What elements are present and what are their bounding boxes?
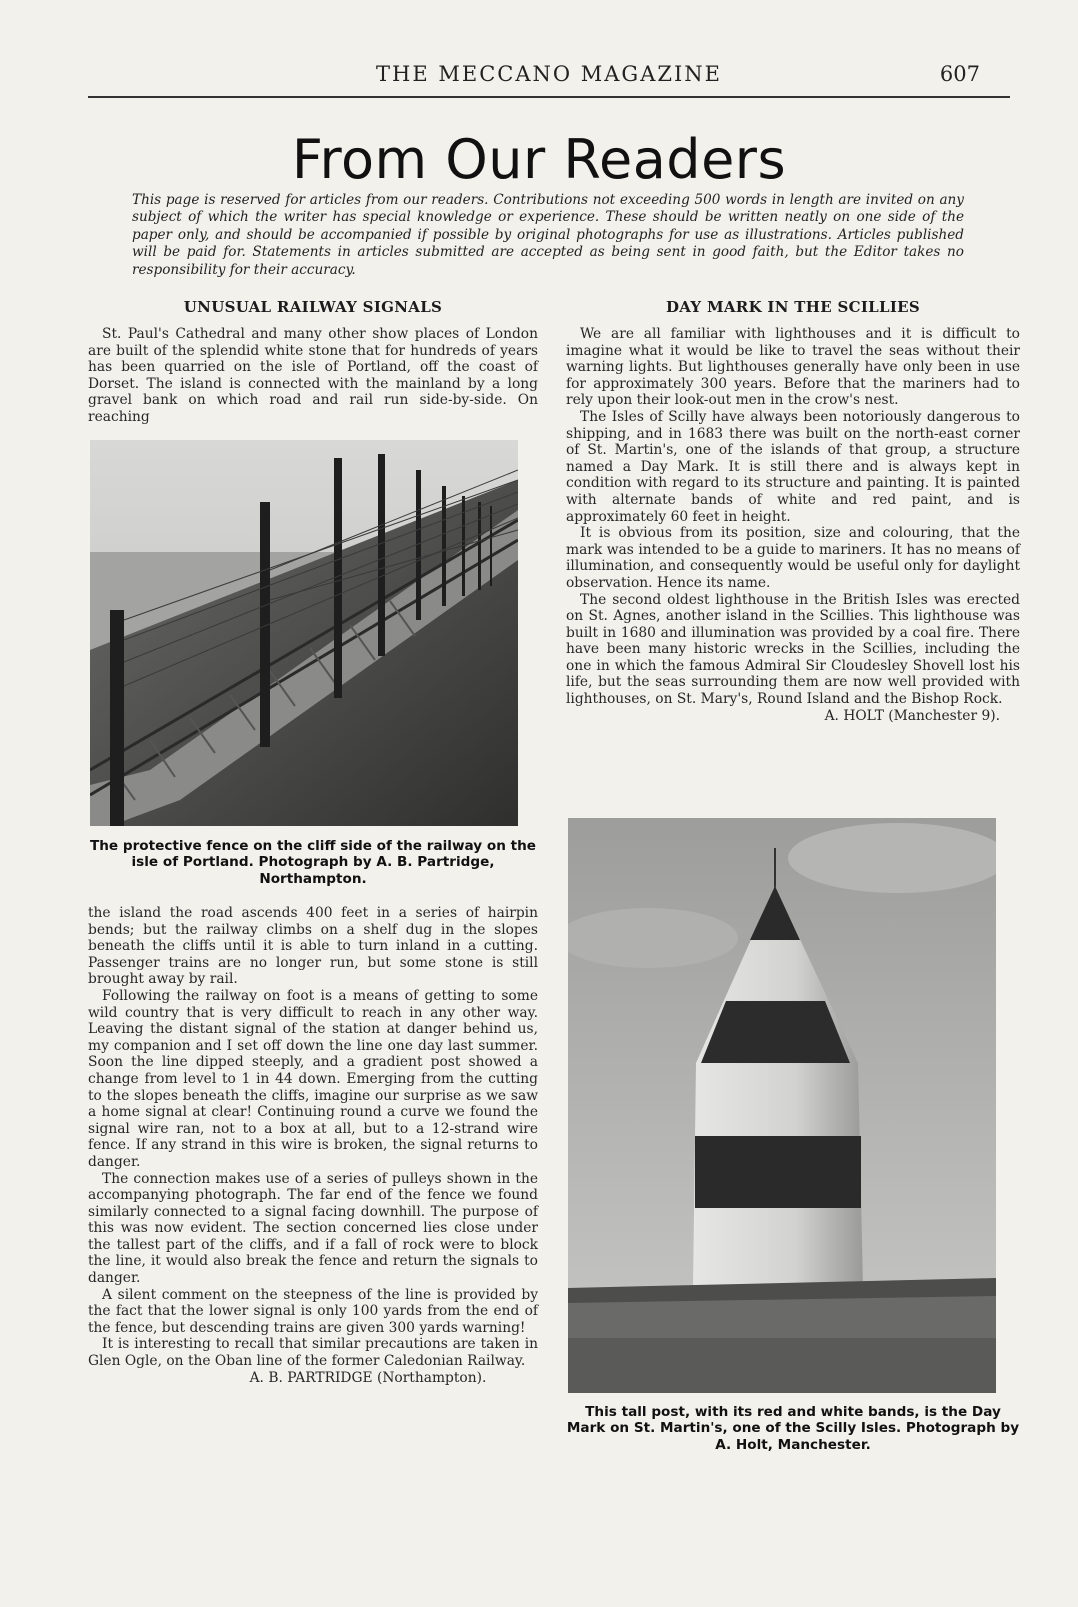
article-day-mark	[566, 298, 1020, 724]
author-signature: A. B. PARTRIDGE (Northampton).	[249, 1369, 487, 1386]
article-railway-signals-body	[88, 905, 538, 1386]
paragraph: St. Paul's Cathedral and many other show places of London are built of the splendid white stone that for hundreds of years has been quarried on the isle of Portland, off the coast of Dorset. The island is connected with the mainland by a long gravel bank on which road and rail run side-by-side. On reaching	[88, 326, 538, 425]
paragraph: It is obvious from its position, size and colouring, that the mark was intended to be a guide to mariners. It has no means of illumination, and consequently would be useful only for daylight observation. Hence its name.	[566, 525, 1020, 591]
paragraph: Following the railway on foot is a means of getting to some wild country that is very difficult to reach in any other way. Leaving the distant signal of the station at danger behind us, my companion and I set off down the line one day last summer. Soon the line dipped steeply, and a gradient post showed a change from level to 1 in 44 down. Emerging from the cutting to the slopes beneath the cliffs, imagine our surprise as we saw a home signal at clear! Continuing round a curve we found the signal wire ran, not to a box at all, but to a 12-strand wire fence. If any strand in this wire is broken, the signal returns to danger.	[88, 987, 538, 1170]
day-mark-illustration	[568, 818, 996, 1393]
magazine-title: THE MECCANO MAGAZINE	[376, 62, 722, 86]
railway-fence-photo	[90, 440, 518, 826]
page-title: From Our Readers	[291, 128, 787, 191]
paragraph: The second oldest lighthouse in the British Isles was erected on St. Agnes, another island in the Scillies. This lighthouse was built in 1680 and illumination was provided by a coal fire. There have been many historic wrecks in the Scillies, including the one in which the famous Admiral Sir Cloudesley Shovell lost his life, but the seas surrounding them are now well provided with lighthouses, on St. Mary's, Round Island and the Bishop Rock.	[566, 591, 1020, 708]
article-railway-signals-top	[88, 298, 538, 426]
article-heading-railway: UNUSUAL RAILWAY SIGNALS	[183, 298, 443, 316]
author-signature: A. HOLT (Manchester 9).	[824, 707, 1000, 724]
railway-fence-illustration	[90, 440, 518, 826]
paragraph: It is interesting to recall that similar precautions are taken in Glen Ogle, on the Oban line of the former Caledonian Railway.	[88, 1336, 538, 1370]
article-heading-day-mark: DAY MARK IN THE SCILLIES	[665, 298, 921, 316]
paragraph: A silent comment on the steepness of the line is provided by the fact that the lower signal is only 100 yards from the end of the fence, but descending trains are given 300 yards warning!	[88, 1286, 538, 1336]
day-mark-photo-caption: This tall post, with its red and white bands, is the Day Mark on St. Martin's, one of the Scilly Isles. Photograph by A. Holt, Manchester.	[566, 1404, 1020, 1453]
paragraph: the island the road ascends 400 feet in a series of hairpin bends; but the railway climbs on a shelf dug in the slopes beneath the cliffs until it is able to turn inland in a cutting. Passenger trains are no longer run, but some stone is still brought away by rail.	[88, 905, 538, 988]
page-header	[88, 58, 1010, 98]
intro-text: This page is reserved for articles from our readers. Contributions not exceeding 500 words in length are invited on any subject of which the writer has special knowledge or experience. These should be written neatly on one side of the paper only, and should be accompanied if possible by original photographs for use as illustrations. Articles published will be paid for. Statements in articles submitted are accepted as being sent in good faith, but the Editor takes no responsibility for their accuracy.	[132, 192, 964, 278]
paragraph: The connection makes use of a series of pulleys shown in the accompanying photograph. The far end of the fence we found similarly connected to a signal facing downhill. The purpose of this was now evident. The section concerned lies close under the tallest part of the cliffs, and if a fall of rock were to block the line, it would also break the fence and return the signals to danger.	[88, 1170, 538, 1287]
day-mark-photo	[568, 818, 996, 1393]
railway-photo-caption: The protective fence on the cliff side of the railway on the isle of Portland. Photograph by A. B. Partridge, Northampton.	[89, 838, 537, 887]
paragraph: We are all familiar with lighthouses and it is difficult to imagine what it would be like to travel the seas without their warning lights. But lighthouses generally have only been in use for approximately 300 years. Before that the mariners had to rely upon their look-out men in the crow's nest.	[566, 326, 1020, 409]
paragraph: The Isles of Scilly have always been notoriously dangerous to shipping, and in 1683 there was built on the north-east corner of St. Martin's, one of the islands of that group, a structure named a Day Mark. It is still there and is always kept in condition with regard to its structure and painting. It is painted with alternate bands of white and red paint, and is approximately 60 feet in height.	[566, 408, 1020, 525]
page-number: 607	[939, 62, 980, 86]
